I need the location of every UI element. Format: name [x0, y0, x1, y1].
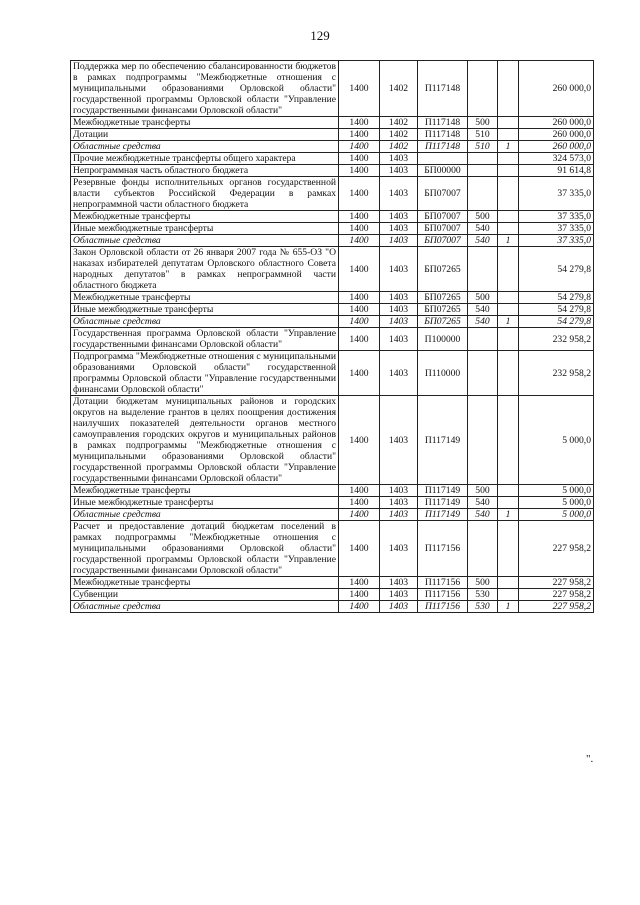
table-row [71, 247, 594, 292]
subsection-code-cell: 1403 [380, 153, 418, 165]
expense-type-cell: 510 [468, 141, 498, 153]
section-code-cell: 1400 [339, 61, 380, 117]
funding-source-cell: 1 [498, 235, 519, 247]
table-row [71, 601, 594, 613]
section-code-cell: 1400 [339, 141, 380, 153]
expense-type-cell: 540 [468, 304, 498, 316]
expense-type-cell: 530 [468, 589, 498, 601]
funding-source-cell [498, 61, 519, 117]
description-cell: Межбюджетные трансферты [71, 485, 339, 497]
section-code-cell: 1400 [339, 509, 380, 521]
expense-type-cell: 500 [468, 211, 498, 223]
amount-cell: 37 335,0 [519, 177, 594, 211]
amount-cell: 227 958,2 [519, 521, 594, 577]
description-cell: Подпрограмма "Межбюджетные отношения с муниципальными образованиями Орловской области" государственной программы Орловской области "Управление государственными финансами Орловской области" [71, 351, 339, 396]
description-cell: Межбюджетные трансферты [71, 117, 339, 129]
amount-cell: 260 000,0 [519, 117, 594, 129]
closing-quote-mark: ". [586, 753, 594, 765]
amount-cell: 54 279,8 [519, 292, 594, 304]
description-cell: Субвенции [71, 589, 339, 601]
expense-type-cell [468, 61, 498, 117]
table-row [71, 316, 594, 328]
description-cell: Расчет и предоставление дотаций бюджетам поселений в рамках подпрограммы "Межбюджетные отношения с муниципальными образованиями Орловской области" государственной программы Орловской области "Управление государственными финансами Орловской области" [71, 521, 339, 577]
budget-table [70, 60, 594, 613]
section-code-cell: 1400 [339, 177, 380, 211]
target-article-cell [418, 153, 468, 165]
target-article-cell: П117148 [418, 129, 468, 141]
section-code-cell: 1400 [339, 396, 380, 485]
amount-cell: 91 614,8 [519, 165, 594, 177]
funding-source-cell [498, 153, 519, 165]
table-row [71, 177, 594, 211]
expense-type-cell: 540 [468, 316, 498, 328]
subsection-code-cell: 1402 [380, 61, 418, 117]
section-code-cell: 1400 [339, 521, 380, 577]
description-cell: Государственная программа Орловской области "Управление государственными финансами Орловской области" [71, 328, 339, 351]
subsection-code-cell: 1403 [380, 177, 418, 211]
funding-source-cell [498, 396, 519, 485]
funding-source-cell [498, 485, 519, 497]
target-article-cell: П100000 [418, 328, 468, 351]
section-code-cell: 1400 [339, 292, 380, 304]
funding-source-cell: 1 [498, 509, 519, 521]
expense-type-cell [468, 165, 498, 177]
table-row [71, 509, 594, 521]
subsection-code-cell: 1403 [380, 292, 418, 304]
description-cell: Межбюджетные трансферты [71, 577, 339, 589]
amount-cell: 227 958,2 [519, 577, 594, 589]
table-row [71, 117, 594, 129]
subsection-code-cell: 1402 [380, 117, 418, 129]
target-article-cell: БП07007 [418, 235, 468, 247]
description-cell: Прочие межбюджетные трансферты общего характера [71, 153, 339, 165]
subsection-code-cell: 1403 [380, 509, 418, 521]
subsection-code-cell: 1403 [380, 497, 418, 509]
amount-cell: 227 958,2 [519, 601, 594, 613]
target-article-cell: П117156 [418, 577, 468, 589]
funding-source-cell [498, 304, 519, 316]
subsection-code-cell: 1403 [380, 235, 418, 247]
target-article-cell: П117156 [418, 601, 468, 613]
table-row [71, 497, 594, 509]
expense-type-cell [468, 396, 498, 485]
description-cell: Поддержка мер по обеспечению сбалансированности бюджетов в рамках подпрограммы "Межбюджетные отношения с муниципальными образованиями Орловской области" государственной программы Орловской области "Управление государственными финансами Орловской области" [71, 61, 339, 117]
target-article-cell: БП07007 [418, 177, 468, 211]
table-row [71, 577, 594, 589]
target-article-cell: БП07265 [418, 247, 468, 292]
amount-cell: 5 000,0 [519, 396, 594, 485]
description-cell: Областные средства [71, 509, 339, 521]
table-row [71, 211, 594, 223]
section-code-cell: 1400 [339, 351, 380, 396]
table-row [71, 589, 594, 601]
description-cell: Иные межбюджетные трансферты [71, 223, 339, 235]
expense-type-cell: 540 [468, 235, 498, 247]
funding-source-cell [498, 589, 519, 601]
expense-type-cell [468, 521, 498, 577]
target-article-cell: П117149 [418, 396, 468, 485]
description-cell: Иные межбюджетные трансферты [71, 497, 339, 509]
table-row [71, 351, 594, 396]
target-article-cell: БП07265 [418, 316, 468, 328]
funding-source-cell: 1 [498, 141, 519, 153]
section-code-cell: 1400 [339, 328, 380, 351]
subsection-code-cell: 1403 [380, 351, 418, 396]
target-article-cell: П117156 [418, 521, 468, 577]
target-article-cell: П117156 [418, 589, 468, 601]
subsection-code-cell: 1403 [380, 304, 418, 316]
funding-source-cell [498, 351, 519, 396]
amount-cell: 260 000,0 [519, 129, 594, 141]
expense-type-cell: 530 [468, 601, 498, 613]
expense-type-cell [468, 153, 498, 165]
section-code-cell: 1400 [339, 211, 380, 223]
target-article-cell: П117149 [418, 485, 468, 497]
target-article-cell: П117149 [418, 509, 468, 521]
amount-cell: 5 000,0 [519, 509, 594, 521]
target-article-cell: БП07265 [418, 304, 468, 316]
target-article-cell: БП07007 [418, 211, 468, 223]
subsection-code-cell: 1403 [380, 247, 418, 292]
amount-cell: 227 958,2 [519, 589, 594, 601]
expense-type-cell: 510 [468, 129, 498, 141]
target-article-cell: П117148 [418, 61, 468, 117]
funding-source-cell [498, 521, 519, 577]
subsection-code-cell: 1402 [380, 129, 418, 141]
expense-type-cell: 540 [468, 497, 498, 509]
table-row [71, 304, 594, 316]
section-code-cell: 1400 [339, 165, 380, 177]
table-row [71, 328, 594, 351]
table-row [71, 521, 594, 577]
table-row [71, 153, 594, 165]
expense-type-cell: 540 [468, 223, 498, 235]
description-cell: Непрограммная часть областного бюджета [71, 165, 339, 177]
subsection-code-cell: 1403 [380, 211, 418, 223]
section-code-cell: 1400 [339, 601, 380, 613]
description-cell: Межбюджетные трансферты [71, 211, 339, 223]
table-row [71, 235, 594, 247]
budget-table-body [71, 61, 594, 613]
table-row [71, 141, 594, 153]
target-article-cell: П117148 [418, 141, 468, 153]
expense-type-cell [468, 247, 498, 292]
target-article-cell: БП07007 [418, 223, 468, 235]
section-code-cell: 1400 [339, 223, 380, 235]
amount-cell: 54 279,8 [519, 304, 594, 316]
amount-cell: 54 279,8 [519, 316, 594, 328]
subsection-code-cell: 1402 [380, 141, 418, 153]
subsection-code-cell: 1403 [380, 577, 418, 589]
description-cell: Резервные фонды исполнительных органов государственной власти субъектов Российской Федерации в рамках непрограммной части областного бюджета [71, 177, 339, 211]
subsection-code-cell: 1403 [380, 485, 418, 497]
section-code-cell: 1400 [339, 304, 380, 316]
description-cell: Межбюджетные трансферты [71, 292, 339, 304]
target-article-cell: П110000 [418, 351, 468, 396]
subsection-code-cell: 1403 [380, 316, 418, 328]
expense-type-cell [468, 328, 498, 351]
expense-type-cell: 500 [468, 292, 498, 304]
description-cell: Дотации бюджетам муниципальных районов и городских округов на выделение грантов в целях поощрения достижения наилучших показателей деятельности органов местного самоуправления городских округов и муниципальных районов в рамках подпрограммы "Межбюджетные отношения с муниципальными образованиями Орловской области" государственной программы Орловской области "Управление государственными финансами Орловской области" [71, 396, 339, 485]
section-code-cell: 1400 [339, 153, 380, 165]
expense-type-cell: 500 [468, 117, 498, 129]
expense-type-cell [468, 351, 498, 396]
subsection-code-cell: 1403 [380, 589, 418, 601]
description-cell: Областные средства [71, 601, 339, 613]
funding-source-cell [498, 247, 519, 292]
description-cell: Закон Орловской области от 26 января 2007 года № 655-ОЗ "О наказах избирателей депутатам Орловского областного Совета народных депутатов" в рамках непрограммной части областного бюджета [71, 247, 339, 292]
subsection-code-cell: 1403 [380, 521, 418, 577]
amount-cell: 232 958,2 [519, 351, 594, 396]
section-code-cell: 1400 [339, 235, 380, 247]
target-article-cell: П117148 [418, 117, 468, 129]
description-cell: Иные межбюджетные трансферты [71, 304, 339, 316]
amount-cell: 5 000,0 [519, 497, 594, 509]
funding-source-cell [498, 577, 519, 589]
funding-source-cell [498, 211, 519, 223]
expense-type-cell: 540 [468, 509, 498, 521]
amount-cell: 232 958,2 [519, 328, 594, 351]
section-code-cell: 1400 [339, 577, 380, 589]
subsection-code-cell: 1403 [380, 396, 418, 485]
description-cell: Областные средства [71, 235, 339, 247]
funding-source-cell: 1 [498, 316, 519, 328]
funding-source-cell [498, 117, 519, 129]
section-code-cell: 1400 [339, 129, 380, 141]
section-code-cell: 1400 [339, 117, 380, 129]
page-number: 129 [310, 28, 330, 43]
section-code-cell: 1400 [339, 589, 380, 601]
table-row [71, 165, 594, 177]
subsection-code-cell: 1403 [380, 601, 418, 613]
amount-cell: 324 573,0 [519, 153, 594, 165]
description-cell: Областные средства [71, 141, 339, 153]
funding-source-cell [498, 165, 519, 177]
subsection-code-cell: 1403 [380, 328, 418, 351]
table-row [71, 223, 594, 235]
target-article-cell: БП07265 [418, 292, 468, 304]
amount-cell: 37 335,0 [519, 235, 594, 247]
funding-source-cell [498, 129, 519, 141]
section-code-cell: 1400 [339, 247, 380, 292]
amount-cell: 37 335,0 [519, 211, 594, 223]
funding-source-cell [498, 223, 519, 235]
funding-source-cell [498, 497, 519, 509]
section-code-cell: 1400 [339, 497, 380, 509]
funding-source-cell [498, 177, 519, 211]
description-cell: Дотации [71, 129, 339, 141]
expense-type-cell [468, 177, 498, 211]
expense-type-cell: 500 [468, 485, 498, 497]
amount-cell: 37 335,0 [519, 223, 594, 235]
expense-type-cell: 500 [468, 577, 498, 589]
amount-cell: 5 000,0 [519, 485, 594, 497]
amount-cell: 260 000,0 [519, 141, 594, 153]
target-article-cell: П117149 [418, 497, 468, 509]
subsection-code-cell: 1403 [380, 165, 418, 177]
section-code-cell: 1400 [339, 316, 380, 328]
target-article-cell: БП00000 [418, 165, 468, 177]
funding-source-cell [498, 328, 519, 351]
funding-source-cell [498, 292, 519, 304]
amount-cell: 54 279,8 [519, 247, 594, 292]
description-cell: Областные средства [71, 316, 339, 328]
table-row [71, 292, 594, 304]
funding-source-cell: 1 [498, 601, 519, 613]
amount-cell: 260 000,0 [519, 61, 594, 117]
table-row [71, 129, 594, 141]
table-row [71, 485, 594, 497]
section-code-cell: 1400 [339, 485, 380, 497]
subsection-code-cell: 1403 [380, 223, 418, 235]
table-row [71, 61, 594, 117]
table-row [71, 396, 594, 485]
